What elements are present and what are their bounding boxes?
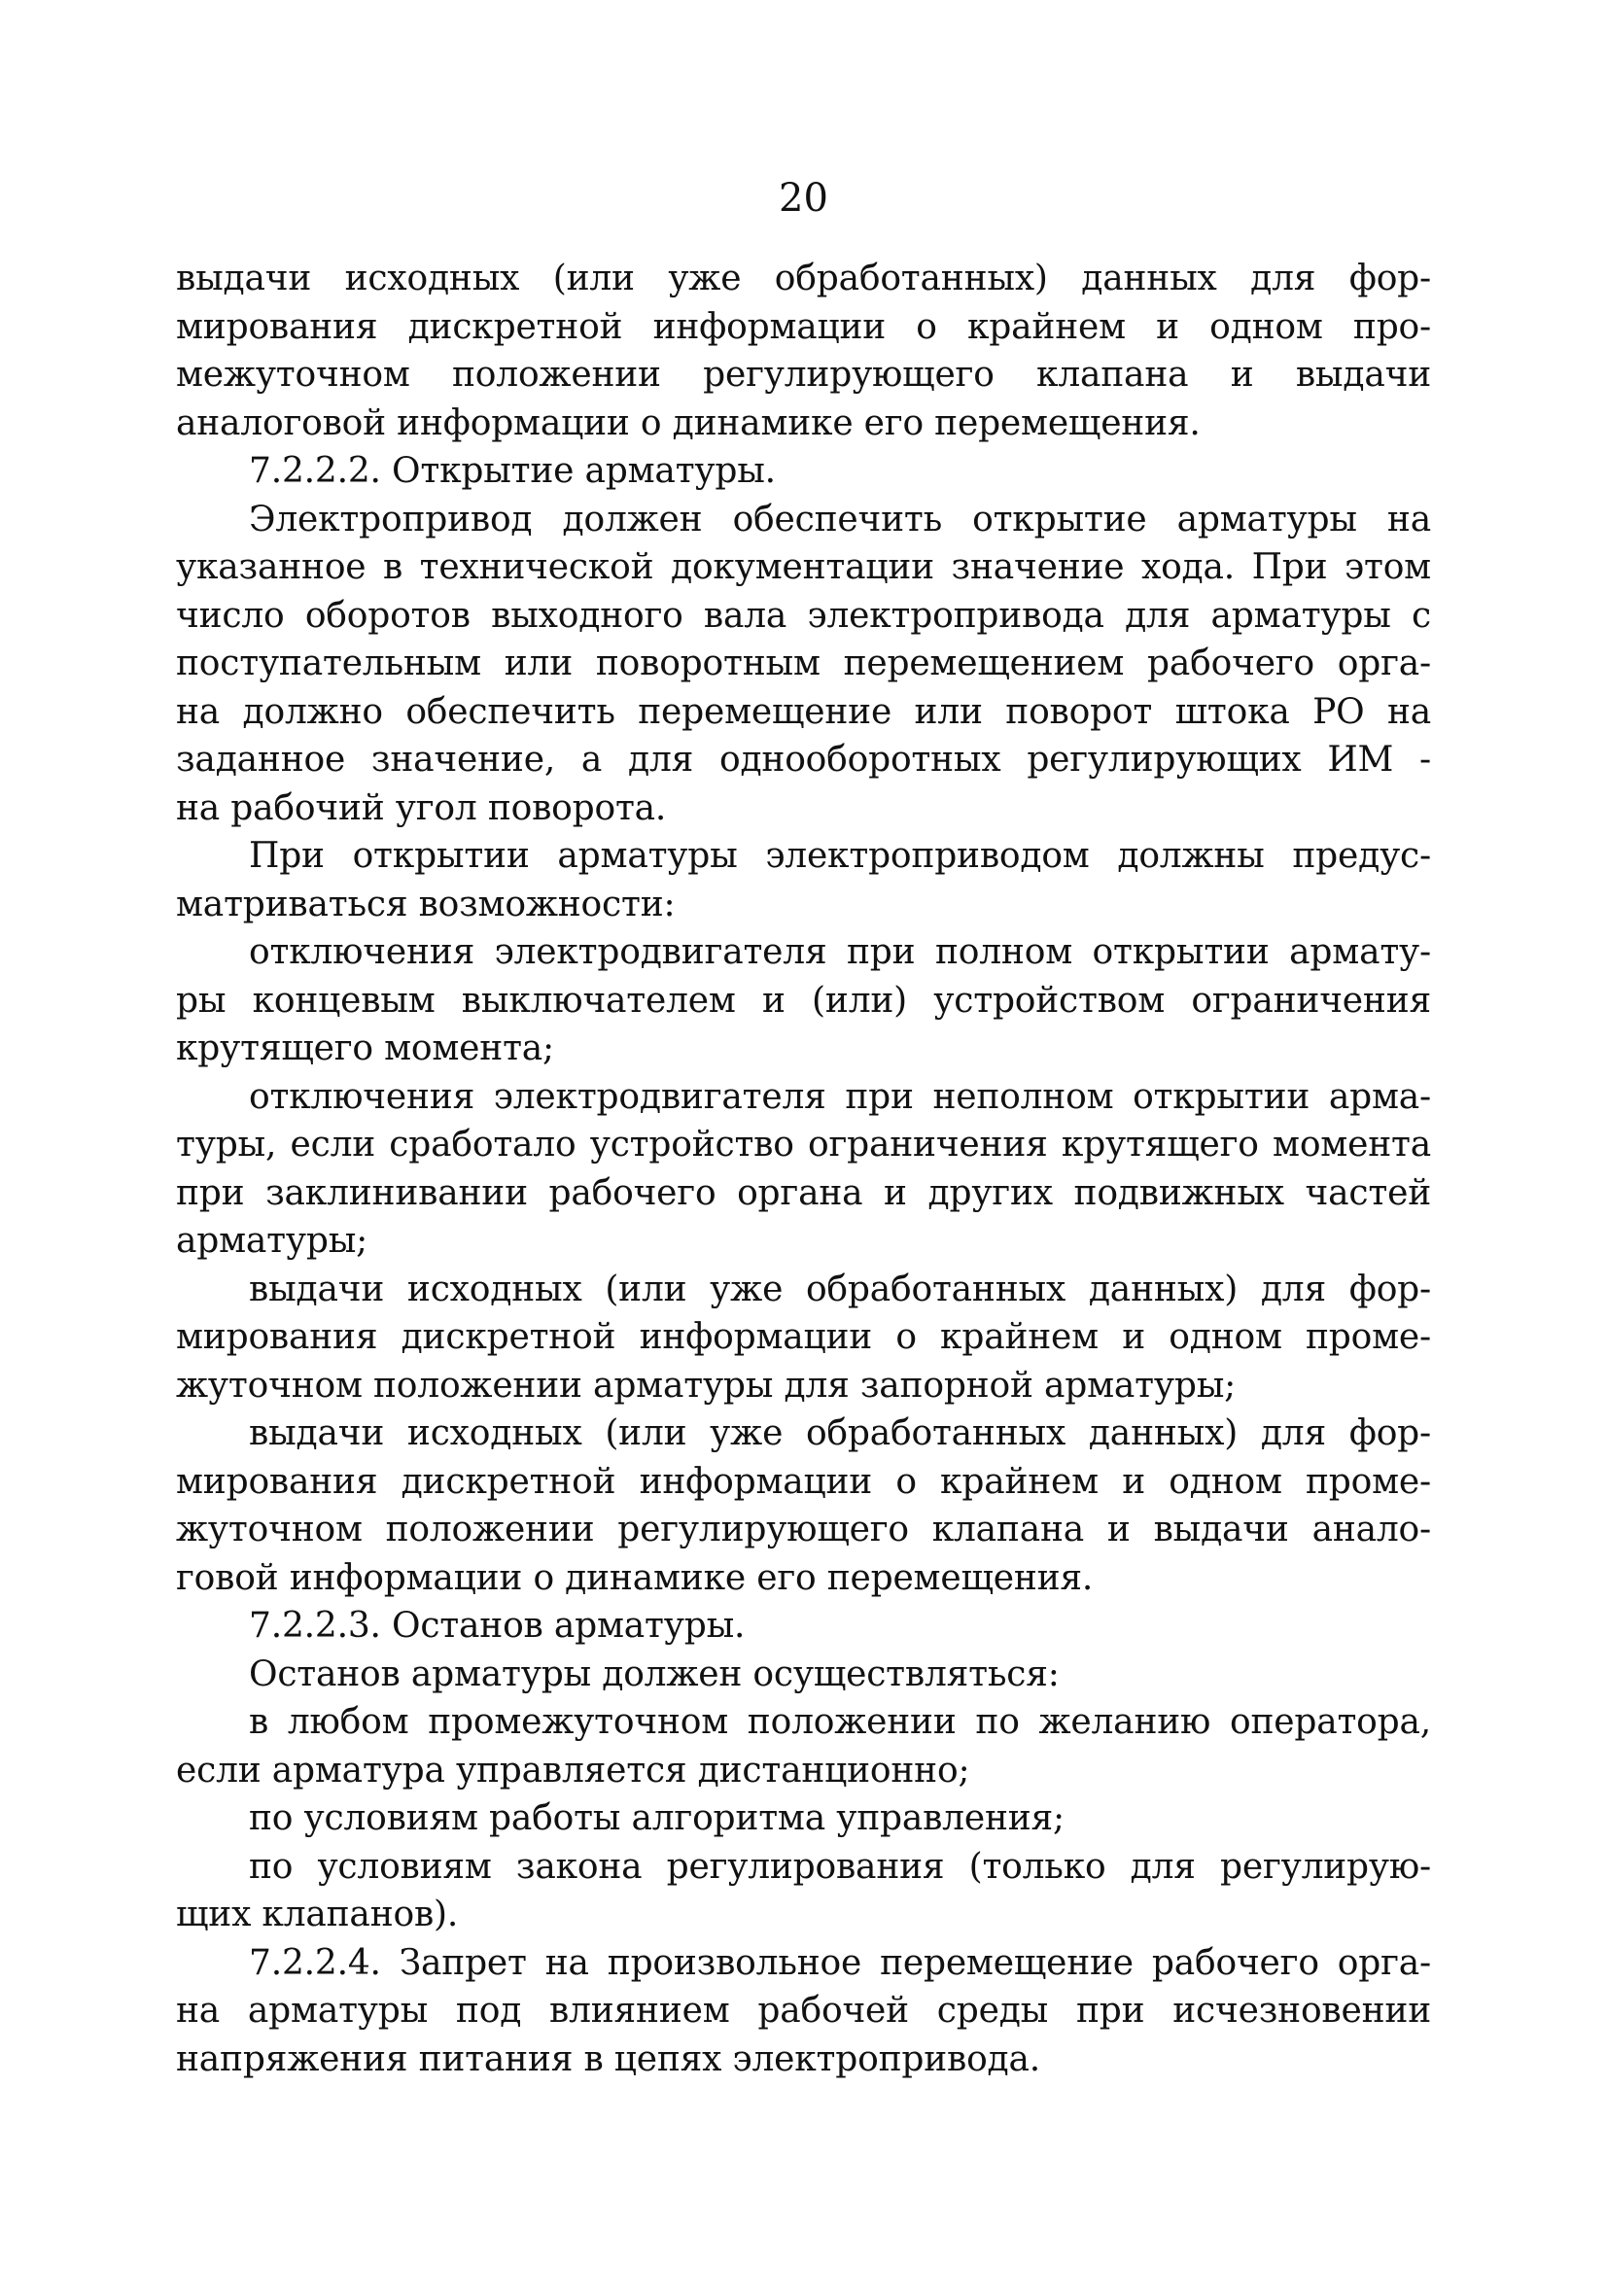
text-line: 7.2.2.2. Открытие арматуры. (249, 451, 776, 491)
text-line: в любом промежуточном положении по желанию оператора, (249, 1702, 1431, 1742)
text-line: крутящего момента; (176, 1028, 554, 1068)
text-line: туры, если сработало устройство ограничения крутящего момента (176, 1125, 1431, 1165)
text-line: число оборотов выходного вала электропривода для арматуры с (176, 595, 1431, 636)
text-line: мирования дискретной информации о крайнем и одном проме- (176, 1461, 1431, 1502)
text-line: 7.2.2.3. Останов арматуры. (249, 1606, 746, 1646)
text-line: межуточном положении регулирующего клапана и выдачи (176, 355, 1431, 395)
text-line: по условиям работы алгоритма управления; (249, 1798, 1065, 1838)
text-line: 7.2.2.4. Запрет на произвольное перемещение рабочего орга- (249, 1942, 1431, 1983)
text-line: ры концевым выключателем и (или) устройством ограничения (176, 980, 1431, 1021)
text-line: щих клапанов). (176, 1895, 459, 1934)
text-line: заданное значение, а для однооборотных регулирующих ИМ - (176, 740, 1431, 780)
text-line: аналоговой информации о динамике его перемещения. (176, 402, 1201, 443)
text-line: при заклинивании рабочего органа и других подвижных частей (176, 1172, 1431, 1213)
text-line: говой информации о динамике его перемещения. (176, 1557, 1094, 1598)
document-body (176, 255, 1431, 2083)
text-line: Останов арматуры должен осуществляться: (249, 1653, 1060, 1694)
text-line: Электропривод должен обеспечить открытие арматуры на (249, 499, 1431, 539)
text-line: на должно обеспечить перемещение или поворот штока РО на (176, 691, 1431, 732)
text-line: поступательным или поворотным перемещением рабочего орга- (176, 644, 1431, 683)
text-line: если арматура управляется дистанционно; (176, 1750, 970, 1791)
text-line: При открытии арматуры электроприводом должны предус- (249, 836, 1431, 876)
text-line: на арматуры под влиянием рабочей среды при исчезновении (176, 1991, 1431, 2031)
text-line: указанное в технической документации значение хода. При этом (176, 547, 1431, 587)
text-line: выдачи исходных (или уже обработанных данных) для фор- (249, 1413, 1431, 1453)
text-line: напряжения питания в цепях электропривода. (176, 2038, 1041, 2079)
page-number: 20 (779, 176, 828, 221)
text-line: на рабочий угол поворота. (176, 787, 667, 828)
text-line: арматуры; (176, 1221, 368, 1261)
text-line: мирования дискретной информации о крайнем и одном проме- (176, 1317, 1431, 1357)
text-line: по условиям закона регулирования (только для регулирую- (249, 1846, 1431, 1887)
text-line: выдачи исходных (или уже обработанных) данных для фор- (176, 259, 1431, 298)
text-line: отключения электродвигателя при неполном открытии арма- (249, 1076, 1431, 1117)
text-line: матриваться возможности: (176, 884, 676, 924)
text-line: выдачи исходных (или уже обработанных данных) для фор- (249, 1269, 1431, 1309)
text-line: мирования дискретной информации о крайнем и одном про- (176, 306, 1431, 347)
text-line: отключения электродвигателя при полном открытии армату- (249, 932, 1431, 972)
text-line: жуточном положении регулирующего клапана и выдачи анало- (176, 1510, 1431, 1549)
text-line: жуточном положении арматуры для запорной арматуры; (176, 1365, 1237, 1406)
